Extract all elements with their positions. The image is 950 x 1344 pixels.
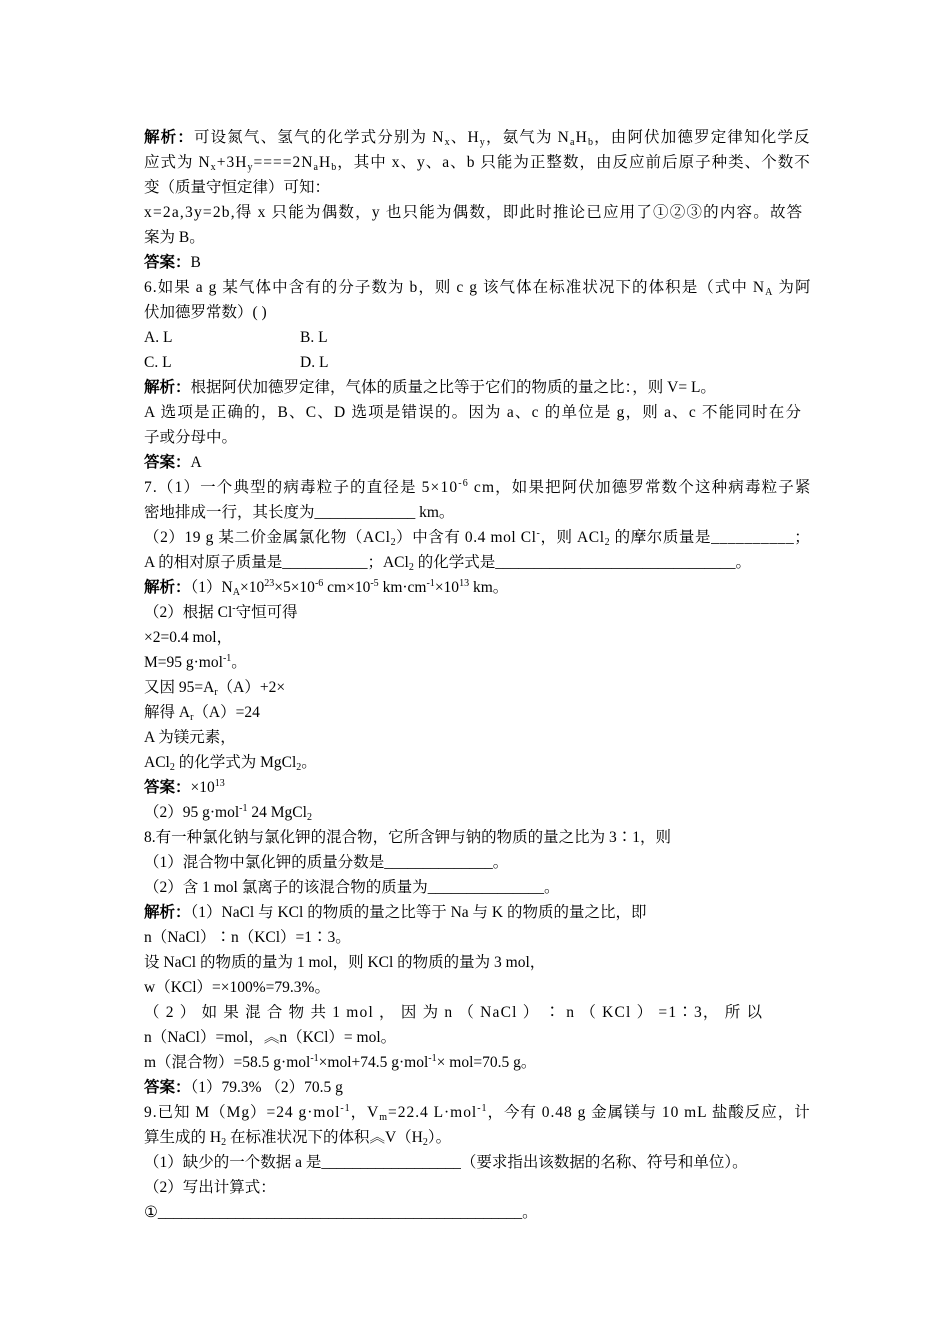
text-run: （2）95 g·mol bbox=[144, 804, 240, 821]
subscript: x bbox=[210, 162, 217, 173]
text-run: 算生成的 H bbox=[144, 1129, 222, 1146]
text-line bbox=[144, 228, 205, 248]
superscript: -1 bbox=[477, 1103, 488, 1114]
text-run: × mol=70.5 g。 bbox=[436, 1054, 537, 1071]
text-run: ====2N bbox=[253, 154, 314, 171]
superscript: - bbox=[232, 603, 236, 614]
text-run: 守恒可得 bbox=[235, 604, 298, 621]
text-line bbox=[144, 1178, 276, 1198]
label-bold: 答案： bbox=[144, 454, 191, 471]
text-run: 子或分母中。 bbox=[144, 429, 238, 446]
text-line bbox=[144, 278, 812, 298]
text-line bbox=[144, 703, 260, 723]
text-line bbox=[144, 303, 267, 323]
text-line bbox=[144, 753, 317, 773]
text-line bbox=[144, 778, 225, 798]
text-run: n（NaCl）=mol，︽n（KCl）= mol。 bbox=[144, 1029, 397, 1046]
text-run: 、H bbox=[450, 129, 480, 146]
text-line bbox=[144, 553, 751, 573]
superscript: -6 bbox=[314, 578, 324, 589]
text-run: 又因 95=A bbox=[144, 679, 215, 696]
text-line bbox=[144, 253, 201, 273]
text-line bbox=[144, 1128, 451, 1148]
text-line bbox=[144, 728, 236, 748]
superscript: 13 bbox=[214, 778, 225, 789]
text-run: 在标准状况下的体积︽V（H bbox=[226, 1129, 423, 1146]
text-run: A. L bbox=[144, 329, 173, 346]
text-line bbox=[144, 1103, 811, 1123]
text-run: 24 MgCl bbox=[247, 804, 307, 821]
text-run: 的摩尔质量是__________； bbox=[610, 529, 811, 546]
text-run: 。 bbox=[301, 754, 317, 771]
text-run: 可设氮气、氢气的化学式分别为 N bbox=[193, 129, 445, 146]
label-bold: 答案： bbox=[144, 254, 191, 271]
text-run: cm×10 bbox=[323, 579, 371, 596]
text-run: 根据阿伏加德罗定律，气体的质量之比等于它们的物质的量之比：，则 V= L。 bbox=[190, 379, 716, 396]
subscript: 2 bbox=[422, 1137, 428, 1148]
text-line bbox=[144, 528, 810, 548]
text-run: ×10 bbox=[434, 579, 460, 596]
text-line bbox=[144, 828, 671, 848]
text-run: A 选项是正确的，B、C、D 选项是错误的。因为 a、c 的单位是 g，则 a、c 不能同时在分 bbox=[144, 404, 803, 421]
text-run: 伏加德罗常数）( ) bbox=[144, 304, 267, 321]
subscript: y bbox=[479, 137, 486, 148]
text-run: （2）19 g 某二价金属氯化物（ACl bbox=[144, 529, 391, 546]
subscript: x bbox=[444, 137, 451, 148]
subscript: 2 bbox=[296, 762, 302, 773]
label-bold: 答案： bbox=[144, 1079, 191, 1096]
text-run: （1）N bbox=[190, 579, 233, 596]
text-line bbox=[144, 653, 247, 673]
subscript: y bbox=[247, 162, 254, 173]
text-line bbox=[144, 478, 812, 498]
text-run: （A）=24 bbox=[193, 704, 260, 721]
text-line bbox=[144, 878, 560, 898]
text-run: M=95 g·mol bbox=[144, 654, 223, 671]
text-line bbox=[144, 978, 330, 998]
text-run: 密地排成一行，其长度为_____________ km。 bbox=[144, 504, 455, 521]
text-line bbox=[144, 903, 646, 923]
text-run: ，则 ACl bbox=[540, 529, 605, 546]
text-run: （1）79.3% （2）70.5 g bbox=[190, 1079, 343, 1096]
text-run: 变（质量守恒定律）可知： bbox=[144, 179, 331, 196]
label-bold: 解析： bbox=[144, 579, 191, 596]
subscript: a bbox=[313, 162, 319, 173]
superscript: -5 bbox=[370, 578, 379, 589]
text-line bbox=[144, 1078, 343, 1098]
text-run: n（NaCl）∶n（KCl）=1∶3。 bbox=[144, 929, 351, 946]
text-line bbox=[144, 953, 545, 973]
text-run: 7.（1）一个典型的病毒粒子的直径是 5×10 bbox=[144, 479, 459, 496]
text-run: ×mol+74.5 g·mol bbox=[318, 1054, 429, 1071]
text-line bbox=[144, 328, 172, 348]
subscript: 2 bbox=[604, 537, 611, 548]
text-line bbox=[144, 353, 172, 373]
subscript: 2 bbox=[169, 762, 175, 773]
text-line bbox=[144, 128, 811, 148]
subscript: 2 bbox=[390, 537, 397, 548]
text-run: x=2a,3y=2b,得 x 只能为偶数，y 也只能为偶数，即此时推论已应用了①②③的内容。故答 bbox=[144, 204, 804, 221]
text-run: A bbox=[190, 454, 202, 471]
text-line bbox=[144, 928, 351, 948]
text-run: 。 bbox=[231, 654, 247, 671]
label-bold: 答案： bbox=[144, 779, 191, 796]
subscript: 2 bbox=[306, 812, 312, 823]
text-line bbox=[144, 378, 716, 398]
text-line bbox=[144, 1003, 763, 1023]
text-run: ）。 bbox=[427, 1129, 452, 1146]
text-run: （ 2 ） 如 果 混 合 物 共 1 mol ， 因 为 n （ NaCl ） ∶ n （ KCl ） =1∶3， 所 以 bbox=[144, 1004, 764, 1021]
text-run: 设 NaCl 的物质的量为 1 mol，则 KCl 的物质的量为 3 mol， bbox=[144, 954, 546, 971]
text-run: 为阿 bbox=[773, 279, 812, 296]
text-line bbox=[144, 678, 285, 698]
superscript: -1 bbox=[239, 803, 248, 814]
text-run: ，今有 0.48 g 金属镁与 10 mL 盐酸反应，计 bbox=[487, 1104, 811, 1121]
text-run: （1）NaCl 与 KCl 的物质的量之比等于 Na 与 K 的物质的量之比，即 bbox=[190, 904, 647, 921]
text-run: ，氨气为 N bbox=[485, 129, 570, 146]
text-run: ，其中 x、y、a、b 只能为正整数，由反应前后原子种类、个数不 bbox=[337, 154, 811, 171]
superscript: - bbox=[536, 528, 541, 539]
text-line bbox=[144, 428, 237, 448]
text-run: 的化学式为 MgCl bbox=[174, 754, 297, 771]
text-line bbox=[144, 1153, 748, 1173]
text-line bbox=[144, 628, 232, 648]
superscript: -1 bbox=[310, 1053, 319, 1064]
subscript: m bbox=[379, 1112, 389, 1123]
superscript: -1 bbox=[222, 653, 232, 664]
text-run: （2）根据 Cl bbox=[144, 604, 233, 621]
text-run: 应式为 N bbox=[144, 154, 211, 171]
superscript: -1 bbox=[426, 578, 435, 589]
text-line bbox=[144, 1028, 396, 1048]
text-line bbox=[144, 153, 811, 173]
text-run: ×5×10 bbox=[274, 579, 315, 596]
subscript: b bbox=[331, 162, 338, 173]
superscript: 23 bbox=[264, 578, 275, 589]
superscript: -1 bbox=[340, 1103, 351, 1114]
text-line bbox=[144, 578, 508, 598]
text-run: cm，如果把阿伏加德罗常数个这种病毒粒子紧 bbox=[468, 479, 812, 496]
text-run: B bbox=[190, 254, 201, 271]
text-run: km。 bbox=[469, 579, 509, 596]
text-run: A 的相对原子质量是___________；ACl bbox=[144, 554, 409, 571]
text-run: ，由阿伏加德罗定律知化学反 bbox=[594, 129, 811, 146]
option-right: D. L bbox=[300, 354, 329, 371]
text-run: 案为 B。 bbox=[144, 229, 205, 246]
text-run: （2）含 1 mol 氯离子的该混合物的质量为_______________。 bbox=[144, 879, 560, 896]
option-right: B. L bbox=[300, 329, 328, 346]
label-bold: 解析： bbox=[144, 129, 194, 146]
subscript: A bbox=[765, 287, 774, 298]
superscript: -1 bbox=[428, 1053, 437, 1064]
label-bold: 解析： bbox=[144, 904, 191, 921]
text-run: ）中含有 0.4 mol Cl bbox=[396, 529, 537, 546]
text-run: （A）+2× bbox=[217, 679, 286, 696]
text-run: H bbox=[318, 154, 332, 171]
text-run: 解得 A bbox=[144, 704, 191, 721]
subscript: b bbox=[587, 137, 595, 148]
text-run: +3H bbox=[216, 154, 248, 171]
text-run: ，V bbox=[350, 1104, 380, 1121]
text-line bbox=[144, 403, 802, 423]
text-run: m（混合物）=58.5 g·mol bbox=[144, 1054, 311, 1071]
label-bold: 解析： bbox=[144, 379, 191, 396]
text-line bbox=[144, 203, 803, 223]
text-run: ×10 bbox=[190, 779, 215, 796]
text-run: ACl bbox=[144, 754, 170, 771]
subscript: 2 bbox=[221, 1137, 227, 1148]
text-run: 8.有一种氯化钠与氯化钾的混合物，它所含钾与钠的物质的量之比为 3∶1，则 bbox=[144, 829, 672, 846]
text-run: 6.如果 a g 某气体中含有的分子数为 b，则 c g 该气体在标准状况下的体积是（式中 N bbox=[144, 279, 766, 296]
text-line bbox=[144, 803, 312, 823]
text-run: A 为镁元素， bbox=[144, 729, 236, 746]
text-run: w（KCl）=×100%=79.3%。 bbox=[144, 979, 330, 996]
text-run: C. L bbox=[144, 354, 172, 371]
text-run: 9.已知 M（Mg）=24 g·mol bbox=[144, 1104, 341, 1121]
text-line bbox=[144, 503, 454, 523]
text-run: （1）混合物中氯化钾的质量分数是______________。 bbox=[144, 854, 509, 871]
text-run: km·cm bbox=[378, 579, 427, 596]
subscript: 2 bbox=[408, 562, 414, 573]
subscript: a bbox=[570, 137, 576, 148]
text-run: （1）缺少的一个数据 a 是__________________（要求指出该数据的名称、符号和单位）。 bbox=[144, 1154, 748, 1171]
text-line bbox=[144, 453, 202, 473]
text-line bbox=[144, 853, 508, 873]
superscript: 13 bbox=[459, 578, 470, 589]
subscript: r bbox=[214, 687, 218, 698]
text-line bbox=[144, 1203, 538, 1223]
text-run: 的化学式是_______________________________。 bbox=[413, 554, 751, 571]
text-run: H bbox=[575, 129, 588, 146]
text-line bbox=[144, 178, 330, 198]
text-line bbox=[144, 1053, 536, 1073]
superscript: -6 bbox=[458, 478, 469, 489]
text-run: ×10 bbox=[239, 579, 265, 596]
subscript: r bbox=[190, 712, 194, 723]
text-run: ×2=0.4 mol， bbox=[144, 629, 233, 646]
text-run: ①_______________________________________________。 bbox=[144, 1204, 538, 1221]
text-run: （2）写出计算式： bbox=[144, 1179, 276, 1196]
text-run: =22.4 L·mol bbox=[388, 1104, 478, 1121]
text-line bbox=[144, 603, 298, 623]
subscript: A bbox=[232, 587, 240, 598]
